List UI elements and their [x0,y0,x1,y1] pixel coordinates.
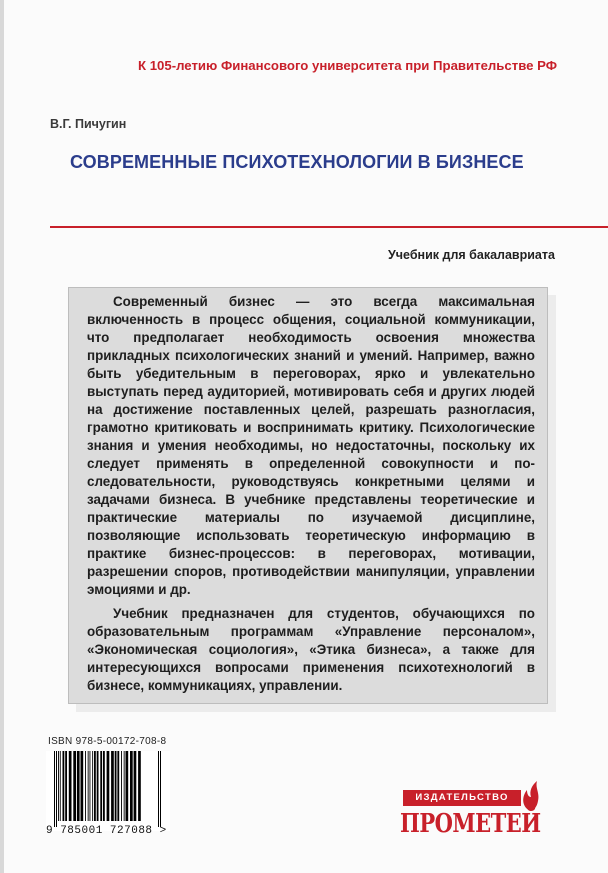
isbn-label: ISBN 978-5-00172-708-8 [48,736,167,747]
barcode-bar [54,751,55,827]
audience-label: Учебник для бакалавриата [388,248,555,262]
barcode-bar [63,751,65,821]
barcode-bar [77,751,80,821]
barcode-bar [111,751,114,821]
barcode-bar [56,751,57,827]
author-name: В.Г. Пичугин [50,117,127,131]
barcode-bar [85,751,86,821]
page-edge [0,0,4,873]
publisher-name: ПРОМЕТЕЙ [400,807,541,839]
barcode-bar [94,751,96,821]
description-paragraph-1: Современный бизнес — это всегда максимальная включенность в процесс общения, социальной коммуникации, что предполагает необходимость освоения множества прикладных психологических знаний и умений. Например, важно быть убедительным в переговорах, ярко и увлекательно выступать перед аудиторией, мотивировать себя и других людей на достижение поставленных целей, разрешать разногласия, грамотно критиковать и воспринимать критику. Психологические знания и умения необходимы, но недостаточны, поскольку их следует применять в определенной совокупности и последовательности, руководствуясь конкретными целями и задачами бизнеса. В учебнике представлены теоретические и практические материалы по изучаемой дисциплине, позволяющие использовать теоретическую информацию в практике бизнес-процессов: в переговорах, мотивации, разрешении споров, противодействии манипуляции, управлении эмоциями и др. [87,294,535,597]
barcode-bar [88,751,89,821]
publisher-logo [395,780,555,840]
book-title: СОВРЕМЕННЫЕ ПСИХОТЕХНОЛОГИИ В БИЗНЕСЕ [70,152,524,172]
description-panel [68,287,548,704]
barcode-bar [126,751,129,821]
barcode-bar [138,751,141,821]
divider-rule [50,226,608,228]
barcode-bar [134,751,137,821]
description-paragraph-2: Учебник предназначен для студентов, обучающихся по образовательным программам «Управление персоналом», «Экономическая социология», «Этика бизнеса», а также для интересующихся вопросами применения психотехнологий в бизнесе, коммуникациях, управлении. [87,606,535,693]
barcode [46,751,170,831]
barcode-bar [90,751,91,821]
barcode-bar [115,751,117,821]
barcode-bar [103,751,105,821]
barcode-bar [81,751,84,821]
barcode-bar [60,751,61,821]
barcode-bar [160,751,161,827]
barcode-bar [97,751,99,821]
barcode-digits: 9 785001 727088 > [46,825,167,837]
barcode-bars [46,751,170,827]
barcode-bar [117,751,119,821]
barcode-bar [158,751,159,827]
barcode-bar [121,751,122,821]
barcode-bar [100,751,102,821]
barcode-bar [107,751,110,821]
barcode-bar [58,751,59,821]
publisher-top-label: ИЗДАТЕЛЬСТВО [403,790,521,806]
barcode-bar [92,751,93,821]
barcode-bar [73,751,76,821]
barcode-bar [130,751,133,821]
barcode-bar [69,751,72,821]
barcode-bar [124,751,125,821]
anniversary-line: К 105-летию Финансового университета при Правительстве РФ [138,58,558,73]
barcode-bar [65,751,67,821]
